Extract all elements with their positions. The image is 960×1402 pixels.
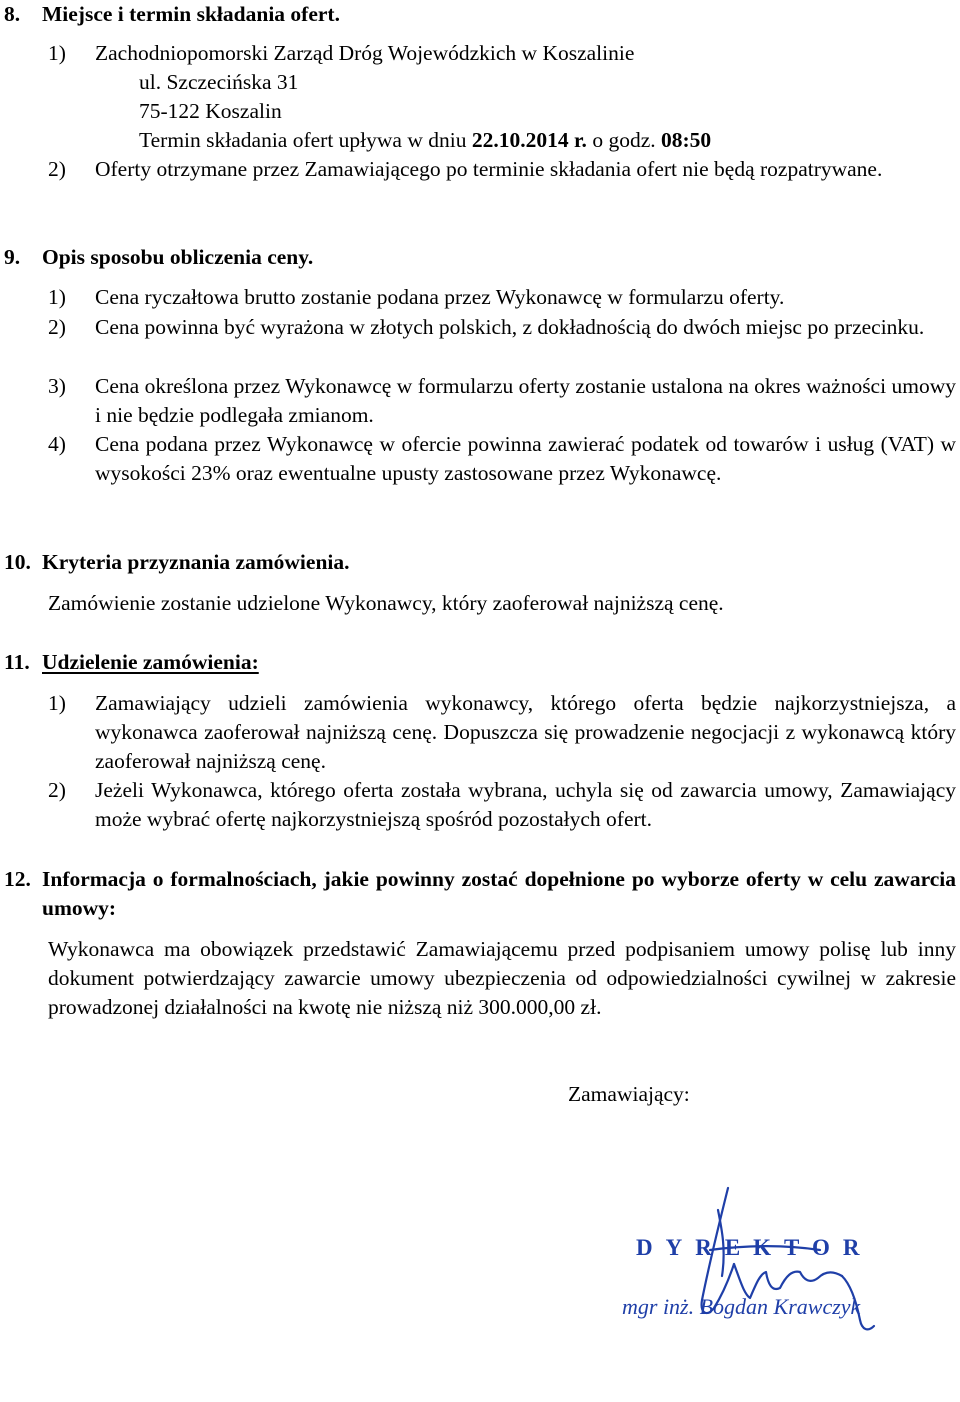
item-number: 1)	[48, 285, 66, 309]
item-text: Cena ryczałtowa brutto zostanie podana przez Wykonawcę w formularzu oferty.	[95, 285, 785, 309]
item-text: Cena podana przez Wykonawcę w ofercie powinna zawierać podatek od towarów i usług (VAT) w wysokości 23% oraz ewentualne upusty zastosowane przez Wykonawcę.	[95, 432, 956, 485]
section-title: Opis sposobu obliczenia ceny.	[42, 245, 314, 269]
section-11-heading	[4, 648, 956, 677]
section-12-text: Wykonawca ma obowiązek przedstawić Zamawiającemu przed podpisaniem umowy polisę lub inny dokument potwierdzający zawarcie umowy ubezpieczenia od odpowiedzialności cywilnej w zakresie prowadzonej działalności na kwotę nie niższą niż 300.000,00 zł.	[48, 937, 956, 1019]
item-text: Cena określona przez Wykonawcę w formularzu oferty zostanie ustalona na okres ważności umowy i nie będzie podlegała zmianom.	[95, 374, 956, 427]
address-line: ul. Szczecińska 31	[139, 70, 299, 94]
item-number: 2)	[48, 778, 66, 802]
item-number: 1)	[48, 691, 66, 715]
section-title: Miejsce i termin składania ofert.	[42, 2, 340, 26]
item-number: 2)	[48, 315, 66, 339]
section-title: Kryteria przyznania zamówienia.	[42, 550, 350, 574]
section-number: 11.	[4, 650, 30, 674]
item-number: 4)	[48, 432, 66, 456]
section-title: Informacja o formalnościach, jakie powinny zostać dopełnione po wyborze oferty w celu zawarcia umowy:	[42, 867, 956, 920]
section-number: 10.	[4, 550, 31, 574]
deadline-text: Termin składania ofert upływa w dniu	[139, 128, 472, 152]
section-8-heading	[4, 0, 956, 29]
section-number: 8.	[4, 2, 21, 26]
director-signature-stamp	[610, 1180, 900, 1350]
section-number: 12.	[4, 867, 31, 891]
address-line: 75-122 Koszalin	[139, 99, 282, 123]
section-9-item-3	[48, 372, 956, 430]
item-text: Oferty otrzymane przez Zamawiającego po terminie składania ofert nie będą rozpatrywane.	[95, 157, 883, 181]
section-title: Udzielenie zamówienia:	[42, 650, 259, 674]
address-line: Zachodniopomorski Zarząd Dróg Wojewódzkich w Koszalinie	[95, 41, 635, 65]
stamp-title: DYREKTOR	[636, 1235, 873, 1260]
item-number: 2)	[48, 157, 66, 181]
section-8-item-2	[48, 155, 956, 184]
section-12-heading	[4, 865, 956, 923]
section-number: 9.	[4, 245, 21, 269]
deadline-time: 08:50	[660, 128, 712, 152]
item-text: Zamawiający udzieli zamówienia wykonawcy, którego oferta będzie najkorzystniejsza, a wykonawca zaoferował najniższą cenę. Dopuszcza się prowadzenie negocjacji z wykonawcą który zaoferował najniższą cenę.	[95, 691, 956, 773]
item-number: 1)	[48, 41, 66, 65]
deadline-text: o godz.	[586, 128, 661, 152]
section-9-heading	[4, 243, 956, 272]
deadline-line	[95, 126, 711, 155]
section-11-item-1	[48, 689, 956, 776]
address-block	[95, 39, 711, 155]
section-9-item-2	[48, 313, 956, 342]
section-10-heading	[4, 548, 956, 577]
section-11-item-2	[48, 776, 956, 834]
section-9-item-1	[48, 283, 956, 312]
signature-label: Zamawiający:	[568, 1082, 690, 1106]
item-text: Cena powinna być wyrażona w złotych polskich, z dokładnością do dwóch miejsc po przecinku.	[95, 315, 925, 339]
stamp-name: mgr inż. Bogdan Krawczyk	[622, 1294, 861, 1319]
item-number: 3)	[48, 374, 66, 398]
section-10-text: Zamówienie zostanie udzielone Wykonawcy, który zaoferował najniższą cenę.	[48, 591, 724, 615]
item-text: Jeżeli Wykonawca, którego oferta została wybrana, uchyla się od zawarcia umowy, Zamawiający może wybrać ofertę najkorzystniejszą spośród pozostałych ofert.	[95, 778, 956, 831]
section-9-item-4	[48, 430, 956, 488]
deadline-date: 22.10.2014 r.	[471, 128, 587, 152]
